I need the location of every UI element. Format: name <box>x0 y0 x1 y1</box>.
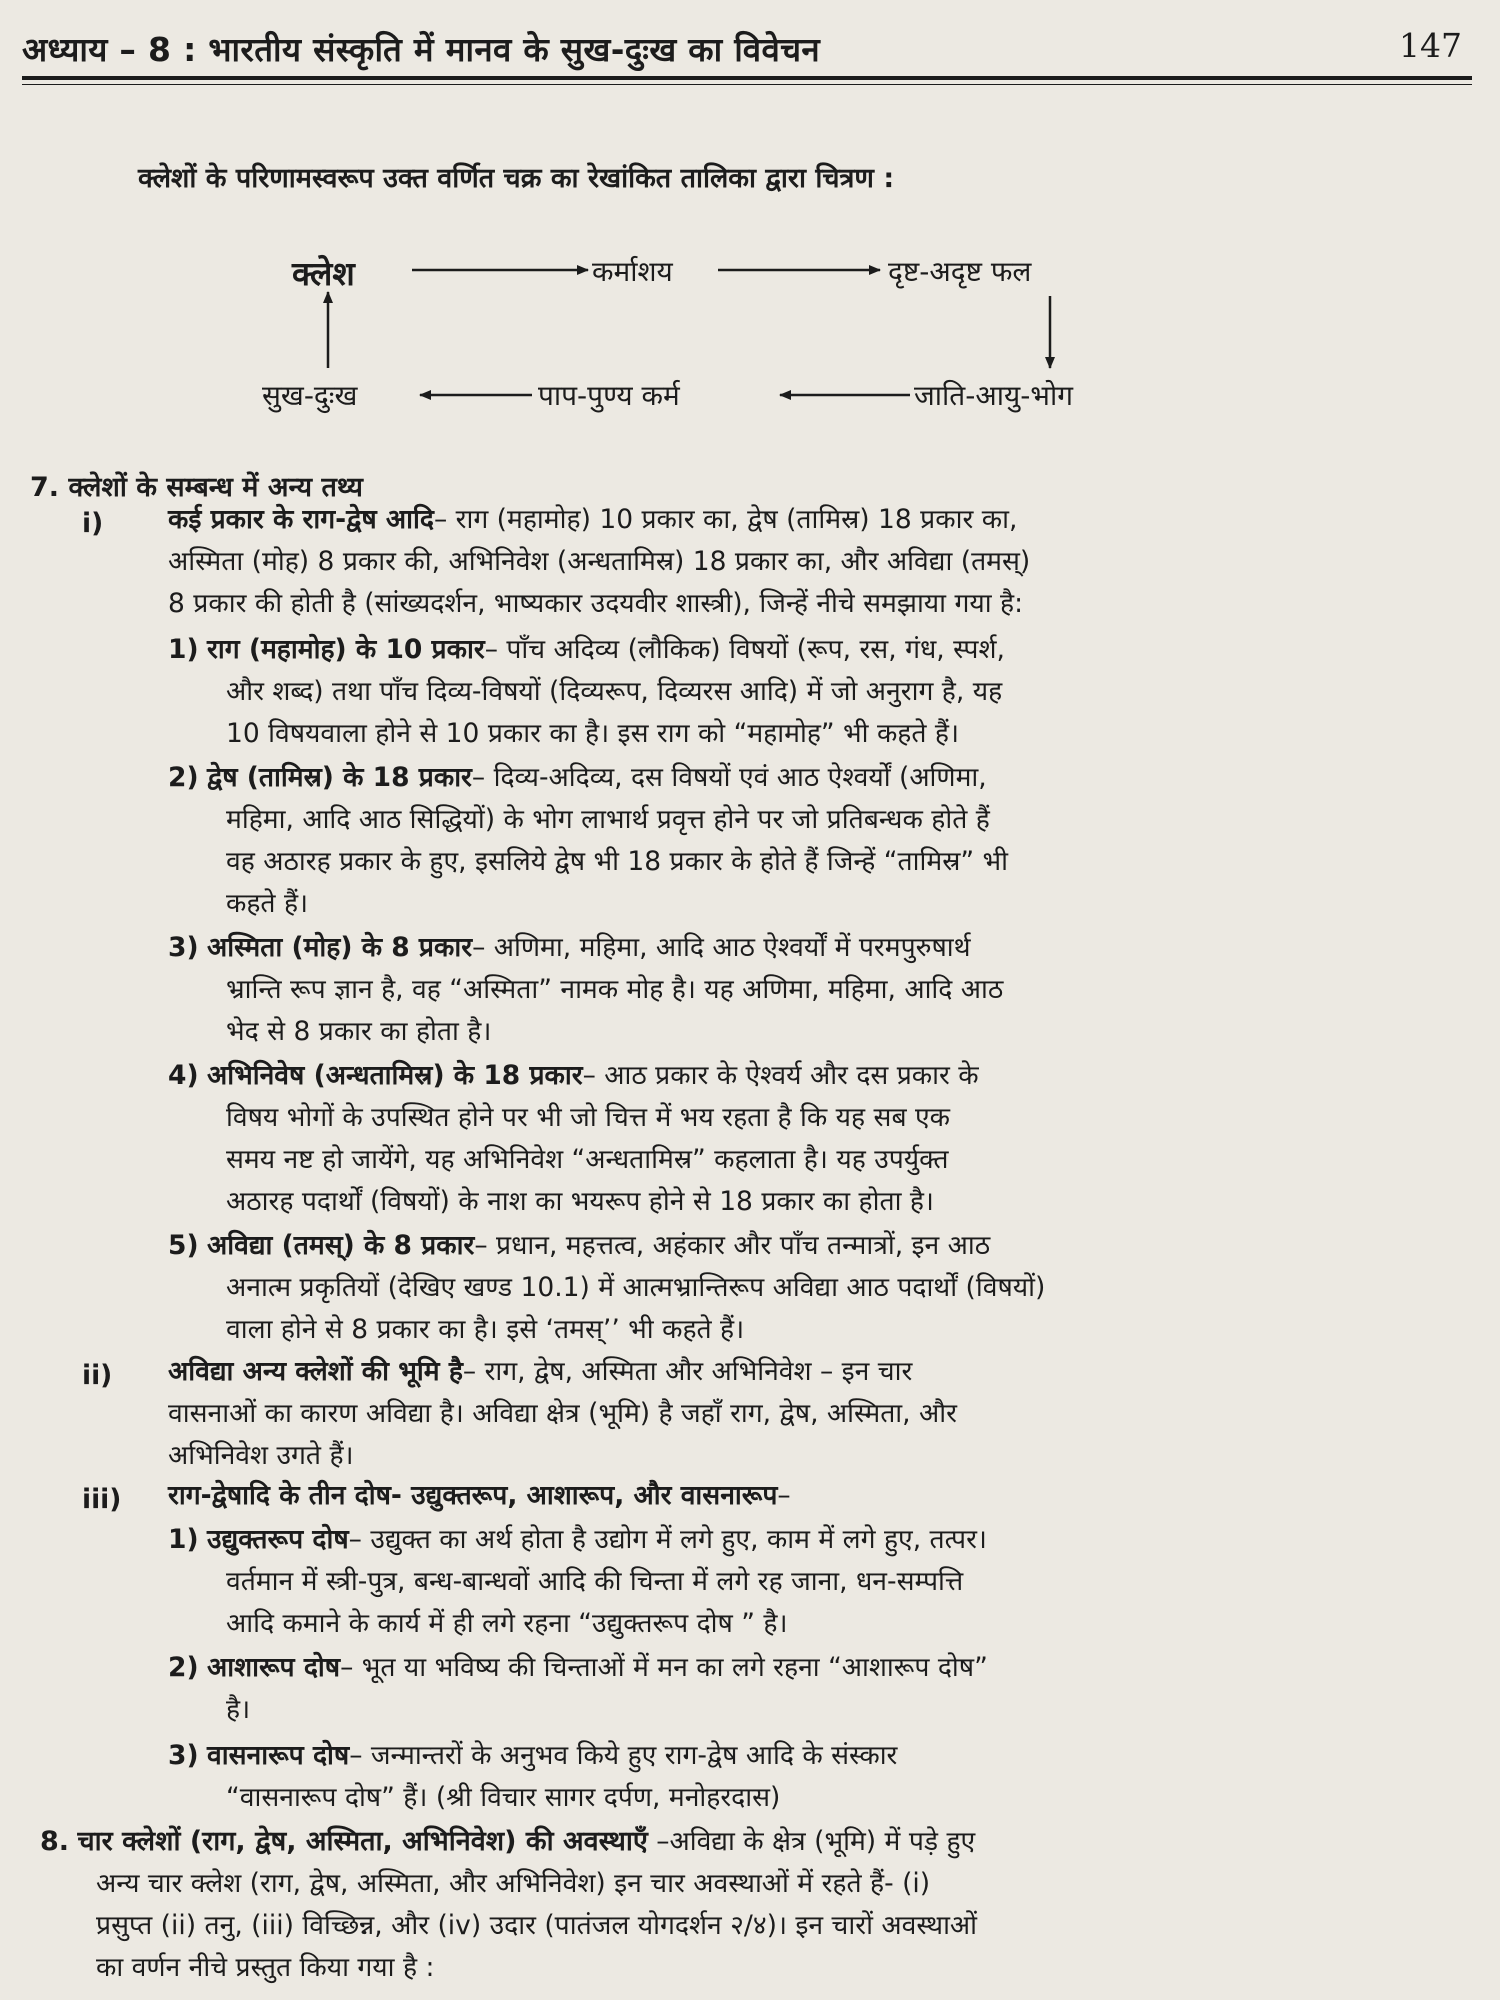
section-7-title: क्लेशों के सम्बन्ध में अन्य तथ्य <box>68 472 363 503</box>
item-ii-line-1 <box>168 1352 912 1392</box>
point-1-line-1 <box>168 630 1005 670</box>
point-4-line-2: विषय भोगों के उपस्थित होने पर भी जो चित्त में भय रहता है कि यह सब एक <box>226 1102 951 1133</box>
node-papa-punya-karm: पाप-पुण्य कर्म <box>538 379 680 412</box>
item-iii-text-1: – <box>777 1480 791 1511</box>
item-iii-heading: राग-द्वेषादि के तीन दोष- उद्युक्तरूप, आशारूप, और वासनारूप <box>168 1480 778 1511</box>
dosh-2-text-1: – भूत या भविष्य की चिन्ताओं में मन का लगे रहना “आशारूप दोष” <box>340 1652 988 1683</box>
item-i-line-1-text <box>168 500 1017 540</box>
dosh-2-line-1 <box>168 1648 988 1688</box>
section-8-text-1: –अविद्या के क्षेत्र (भूमि) में पड़े हुए <box>647 1826 976 1857</box>
item-i-text-1: – राग (महामोह) 10 प्रकार का, द्वेष (तामिस्र) 18 प्रकार का, <box>433 504 1018 535</box>
page-header <box>22 22 1472 78</box>
item-iii-line-1 <box>168 1476 791 1516</box>
section-7-number: 7. <box>30 472 60 503</box>
header-rule-thick <box>22 76 1472 80</box>
point-1-number: 1) <box>168 634 199 665</box>
dosh-2-heading: आशारूप दोष <box>207 1652 341 1683</box>
item-ii-heading: अविद्या अन्य क्लेशों की भूमि है <box>168 1356 463 1387</box>
node-jati-ayu-bhog: जाति-आयु-भोग <box>914 379 1074 412</box>
section-8-heading: चार क्लेशों (राग, द्वेष, अस्मिता, अभिनिवेश) की अवस्थाएँ <box>77 1826 648 1857</box>
dosh-3-text-1: – जन्मान्तरों के अनुभव किये हुए राग-द्वेष आदि के संस्कार <box>349 1740 898 1771</box>
item-ii-line-2: वासनाओं का कारण अविद्या है। अविद्या क्षेत्र (भूमि) है जहाँ राग, द्वेष, अस्मिता, और <box>168 1398 957 1429</box>
dosh-1-text-1: – उद्युक्त का अर्थ होता है उद्योग में लगे हुए, काम में लगे हुए, तत्पर। <box>348 1524 987 1555</box>
chapter-title: अध्याय – 8 : भारतीय संस्कृति में मानव के सुख-दुःख का विवेचन <box>22 30 820 69</box>
point-2-text-1: – दिव्य-अदिव्य, दस विषयों एवं आठ ऐश्वर्यों (अणिमा, <box>471 762 987 793</box>
point-4-text-1: – आठ प्रकार के ऐश्वर्य और दस प्रकार के <box>582 1060 979 1091</box>
dosh-1-line-2: वर्तमान में स्त्री-पुत्र, बन्ध-बान्धवों आदि की चिन्ता में लगे रह जाना, धन-सम्पत्ति <box>226 1566 964 1597</box>
point-5-line-1 <box>168 1226 990 1266</box>
section-8-number: 8. <box>40 1826 70 1857</box>
dosh-3-number: 3) <box>168 1740 199 1771</box>
dosh-1-line-1 <box>168 1520 987 1560</box>
point-4-line-4: अठारह पदार्थों (विषयों) के नाश का भयरूप होने से 18 प्रकार का होता है। <box>226 1186 934 1217</box>
point-5-line-3: वाला होने से 8 प्रकार का है। इसे ‘तमस्’’ भी कहते हैं। <box>226 1314 745 1345</box>
section-8-line-1 <box>40 1822 975 1862</box>
item-ii-line-3: अभिनिवेश उगते हैं। <box>168 1440 354 1471</box>
point-1-line-2: और शब्द) तथा पाँच दिव्य-विषयों (दिव्यरूप, दिव्यरस आदि) में जो अनुराग है, यह <box>226 676 1003 707</box>
dosh-3-line-2: “वासनारूप दोष” हैं। (श्री विचार सागर दर्पण, मनोहरदास) <box>226 1782 781 1813</box>
node-karmashay: कर्माशय <box>592 255 673 288</box>
section-8-line-3: प्रसुप्त (ii) तनु, (iii) विच्छिन्न, और (iv) उदार (पातंजल योगदर्शन २/४)। इन चारों अवस्थाओं <box>96 1910 978 1941</box>
item-ii-marker: ii) <box>82 1360 113 1391</box>
section-8-line-2: अन्य चार क्लेश (राग, द्वेष, अस्मिता, और अभिनिवेश) इन चार अवस्थाओं में रहते हैं- (i) <box>96 1868 931 1899</box>
header-rule-thin <box>22 84 1472 85</box>
point-2-number: 2) <box>168 762 199 793</box>
point-3-heading: अस्मिता (मोह) के 8 प्रकार <box>207 932 473 963</box>
point-2-line-4: कहते हैं। <box>226 888 309 919</box>
point-1-text-1: – पाँच अदिव्य (लौकिक) विषयों (रूप, रस, गंध, स्पर्श, <box>484 634 1005 665</box>
point-4-line-1 <box>168 1056 979 1096</box>
dosh-3-heading: वासनारूप दोष <box>207 1740 350 1771</box>
point-1-line-3: 10 विषयवाला होने से 10 प्रकार का है। इस राग को “महामोह” भी कहते हैं। <box>226 718 960 749</box>
item-i-line-1 <box>82 504 103 544</box>
node-drisht-adrisht-phal: दृष्ट-अदृष्ट फल <box>888 255 1032 288</box>
dosh-2-number: 2) <box>168 1652 199 1683</box>
item-ii-text-1: – राग, द्वेष, अस्मिता और अभिनिवेश – इन चार <box>462 1356 913 1387</box>
klesh-cycle-diagram <box>240 230 1180 430</box>
item-ii-marker-line <box>82 1356 112 1396</box>
point-2-line-1 <box>168 758 987 798</box>
point-2-line-3: वह अठारह प्रकार के हुए, इसलिये द्वेष भी 18 प्रकार के होते हैं जिन्हें “तामिस्र” भी <box>226 846 1009 877</box>
point-3-line-2: भ्रान्ति रूप ज्ञान है, वह “अस्मिता” नामक मोह है। यह अणिमा, महिमा, आदि आठ <box>226 974 1004 1005</box>
section-8-line-4: का वर्णन नीचे प्रस्तुत किया गया है : <box>96 1952 435 1983</box>
dosh-1-heading: उद्युक्तरूप दोष <box>207 1524 349 1555</box>
node-sukh-dukh: सुख-दुःख <box>262 379 358 412</box>
point-2-line-2: महिमा, आदि आठ सिद्धियों) के भोग लाभार्थ प्रवृत्त होने पर जो प्रतिबन्धक होते हैं <box>226 804 990 835</box>
point-3-line-3: भेद से 8 प्रकार का होता है। <box>226 1016 492 1047</box>
item-i-marker: i) <box>82 508 104 539</box>
item-i-heading: कई प्रकार के राग-द्वेष आदि <box>168 504 434 535</box>
dosh-3-line-1 <box>168 1736 897 1776</box>
item-i-line-2: अस्मिता (मोह) 8 प्रकार की, अभिनिवेश (अन्धतामिस्र) 18 प्रकार का, और अविद्या (तमस्) <box>168 546 1031 577</box>
page-number: 147 <box>1399 26 1462 65</box>
point-5-heading: अविद्या (तमस्) के 8 प्रकार <box>207 1230 475 1261</box>
dosh-2-line-2: है। <box>226 1694 251 1725</box>
point-5-text-1: – प्रधान, महत्तत्व, अहंकार और पाँच तन्मात्रों, इन आठ <box>474 1230 991 1261</box>
point-5-number: 5) <box>168 1230 199 1261</box>
point-5-line-2: अनात्म प्रकृतियों (देखिए खण्ड 10.1) में आत्मभ्रान्तिरूप अविद्या आठ पदार्थों (विषयों) <box>226 1272 1046 1303</box>
dosh-1-line-3: आदि कमाने के कार्य में ही लगे रहना “उद्युक्तरूप दोष ” है। <box>226 1608 788 1639</box>
diagram-title: क्लेशों के परिणामस्वरूप उक्त वर्णित चक्र का रेखांकित तालिका द्वारा चित्रण : <box>138 163 895 194</box>
point-2-heading: द्वेष (तामिस्र) के 18 प्रकार <box>207 762 472 793</box>
item-iii-marker-line <box>82 1480 121 1520</box>
item-i-line-3: 8 प्रकार की होती है (सांख्यदर्शन, भाष्यकार उदयवीर शास्त्री), जिन्हें नीचे समझाया गया है: <box>168 588 1024 619</box>
point-3-text-1: – अणिमा, महिमा, आदि आठ ऐश्वर्यों में परमपुरुषार्थ <box>472 932 971 963</box>
item-iii-marker: iii) <box>82 1484 122 1515</box>
node-klesh: क्लेश <box>292 254 355 293</box>
point-4-line-3: समय नष्ट हो जायेंगे, यह अभिनिवेश “अन्धतामिस्र” कहलाता है। यह उपर्युक्त <box>226 1144 949 1175</box>
point-4-heading: अभिनिवेष (अन्धतामिस्र) के 18 प्रकार <box>207 1060 583 1091</box>
point-3-number: 3) <box>168 932 199 963</box>
point-3-line-1 <box>168 928 971 968</box>
dosh-1-number: 1) <box>168 1524 199 1555</box>
point-4-number: 4) <box>168 1060 199 1091</box>
point-1-heading: राग (महामोह) के 10 प्रकार <box>207 634 485 665</box>
